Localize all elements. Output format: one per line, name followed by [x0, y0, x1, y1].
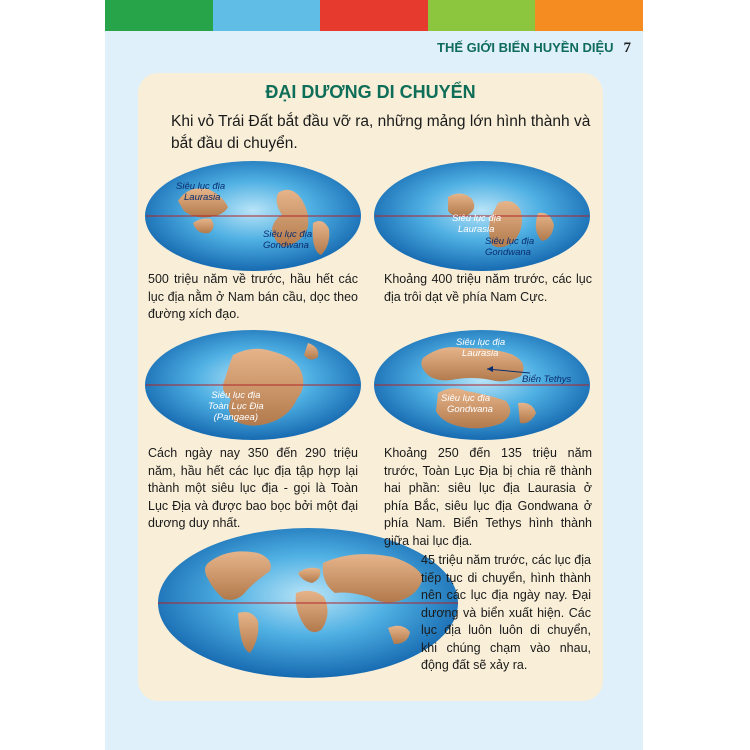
- page-title: ĐẠI DƯƠNG DI CHUYỂN: [265, 82, 476, 102]
- globe-350-290mya: [145, 330, 361, 440]
- map4-label-laurasia: Siêu lục địa Laurasia: [456, 337, 506, 359]
- map1-label-gondwana: Siêu lục địa Gondwana: [263, 229, 313, 251]
- map2-label-laurasia: Siêu lục địa Laurasia: [452, 213, 502, 235]
- caption-500mya: 500 triệu năm về trước, hầu hết các lục địa nằm ở Nam bán cầu, dọc theo đường xích đạo.: [148, 272, 358, 321]
- map3-label-pangaea: Siêu lục địa Toàn Lục Địa (Pangaea): [208, 390, 264, 423]
- page-number: 7: [623, 40, 631, 56]
- map1-label-laurasia: Siêu lục địa Laurasia: [176, 181, 226, 203]
- caption-400mya: Khoảng 400 triệu năm trước, các lục địa trôi dạt về phía Nam Cực.: [384, 272, 592, 304]
- color-strip: [105, 0, 643, 31]
- caption-250-135mya: Khoảng 250 đến 135 triệu năm trước, Toàn Lục Địa bị chia rẽ thành hai phần: siêu lục địa Laurasia ở phía Bắc, siêu lục địa Gondwana ở phía Nam. Biển Tethys hình thành giữa hai lục địa.: [384, 446, 592, 548]
- globe-45mya: [158, 528, 458, 678]
- globe-500mya: [145, 161, 361, 271]
- running-header: [437, 40, 631, 57]
- map4-label-tethys: Biển Tethys: [522, 374, 572, 385]
- intro-text: Khi vỏ Trái Đất bắt đầu vỡ ra, những mảng lớn hình thành và bắt đầu di chuyển.: [171, 113, 591, 152]
- content-card: [138, 73, 603, 701]
- caption-45mya: 45 triệu năm trước, các lục địa tiếp tục di chuyển, hình thành nên các lục địa ngày nay. Đại dương và biển xuất hiện. Các lục địa luôn luôn di chuyển, khi chúng chạm vào nhau, động đất sẽ xảy ra.: [421, 553, 591, 672]
- book-title: THẾ GIỚI BIỂN HUYỀN DIỆU: [437, 40, 614, 55]
- map2-label-gondwana: Siêu lục địa Gondwana: [485, 236, 535, 258]
- caption-350-290mya: Cách ngày nay 350 đến 290 triệu năm, hầu hết các lục địa tập hợp lại thành một siêu lục địa - gọi là Toàn Lục Địa và được bao bọc bởi một đại dương duy nhất.: [148, 446, 358, 530]
- map4-label-gondwana: Siêu lục địa Gondwana: [441, 393, 493, 415]
